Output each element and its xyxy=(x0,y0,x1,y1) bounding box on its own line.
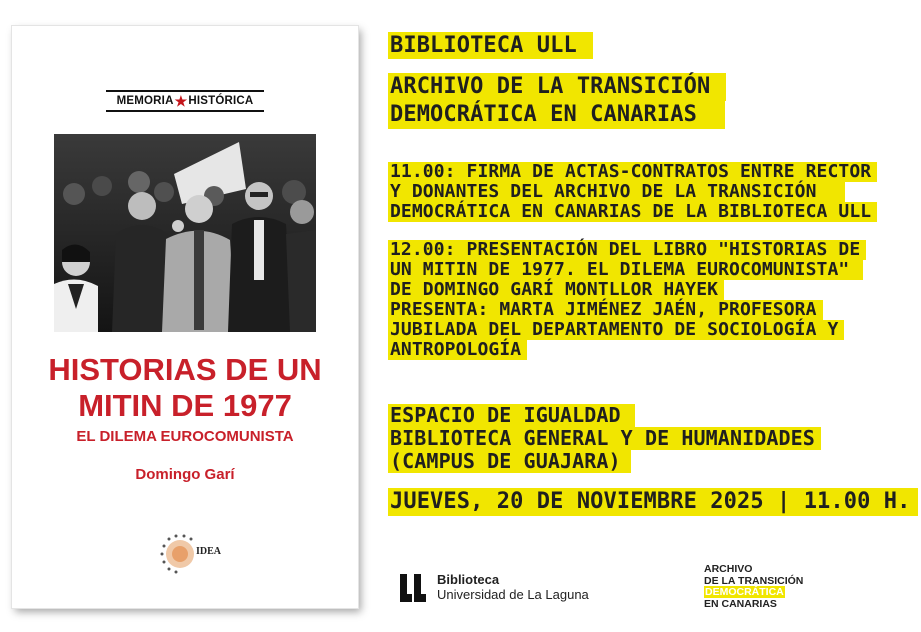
archive-line2: DEMOCRÁTICA EN CANARIAS xyxy=(388,101,725,129)
event2-line1: 12.00: PRESENTACIÓN DEL LIBRO "HISTORIAS DE xyxy=(388,240,866,260)
ull-logo-icon xyxy=(398,574,428,602)
book-author: Domingo Garí xyxy=(135,466,235,483)
venue-line2: BIBLIOTECA GENERAL Y DE HUMANIDADES xyxy=(388,427,821,450)
date-line: JUEVES, 20 DE NOVIEMBRE 2025 | 11.00 H. xyxy=(388,488,918,516)
venue xyxy=(388,404,821,473)
archive-logo xyxy=(704,564,803,610)
series-left: MEMORIA xyxy=(116,95,174,107)
event-2 xyxy=(388,240,866,360)
event2-line2: UN MITIN DE 1977. EL DILEMA EUROCOMUNISTA" xyxy=(388,260,863,280)
event2-line6: ANTROPOLOGÍA xyxy=(388,340,527,360)
cover-photo xyxy=(54,134,316,332)
header-archive xyxy=(388,73,726,129)
star-icon: ★ xyxy=(174,92,188,109)
publisher-logo xyxy=(142,524,222,580)
book-title xyxy=(12,352,358,424)
event-1 xyxy=(388,162,877,222)
event1-line1: 11.00: FIRMA DE ACTAS-CONTRATOS ENTRE RECTOR xyxy=(388,162,877,182)
series-right: HISTÓRICA xyxy=(188,95,254,107)
event1-line2: Y DONANTES DEL ARCHIVO DE LA TRANSICIÓN xyxy=(388,182,845,202)
event2-line3: DE DOMINGO GARÍ MONTLLOR HAYEK xyxy=(388,280,724,300)
lib-name: Biblioteca xyxy=(437,572,500,587)
book-subtitle: EL DILEMA EUROCOMUNISTA xyxy=(76,428,294,445)
event-date xyxy=(388,488,918,516)
book-cover xyxy=(12,26,358,608)
lib-university: Universidad de La Laguna xyxy=(437,587,589,602)
publisher-name: IDEA xyxy=(196,546,222,557)
biblioteca-ull-logo xyxy=(398,572,589,603)
venue-line1: ESPACIO DE IGUALDAD xyxy=(388,404,635,427)
archive-logo-l3: DEMOCRÁTICA xyxy=(705,586,784,598)
crowd-photo-illustration xyxy=(54,134,316,332)
header-library xyxy=(388,32,593,59)
book-title-line1: HISTORIAS DE UN xyxy=(48,352,322,387)
venue-line3: (CAMPUS DE GUAJARA) xyxy=(388,450,631,473)
event2-line4: PRESENTA: MARTA JIMÉNEZ JAÉN, PROFESORA xyxy=(388,300,823,320)
archive-logo-l1: ARCHIVO xyxy=(704,563,753,575)
archive-logo-l4: EN CANARIAS xyxy=(704,597,777,610)
archive-line1: ARCHIVO DE LA TRANSICIÓN xyxy=(388,73,726,101)
event1-line3: DEMOCRÁTICA EN CANARIAS DE LA BIBLIOTECA ULL xyxy=(388,202,877,222)
book-title-line2: MITIN DE 1977 xyxy=(78,388,292,423)
archive-logo-l2: DE LA TRANSICIÓN xyxy=(704,574,804,587)
event2-line5: JUBILADA DEL DEPARTAMENTO DE SOCIOLOGÍA Y xyxy=(388,320,844,340)
library-name: BIBLIOTECA ULL xyxy=(388,32,593,59)
series-logo xyxy=(106,90,264,112)
